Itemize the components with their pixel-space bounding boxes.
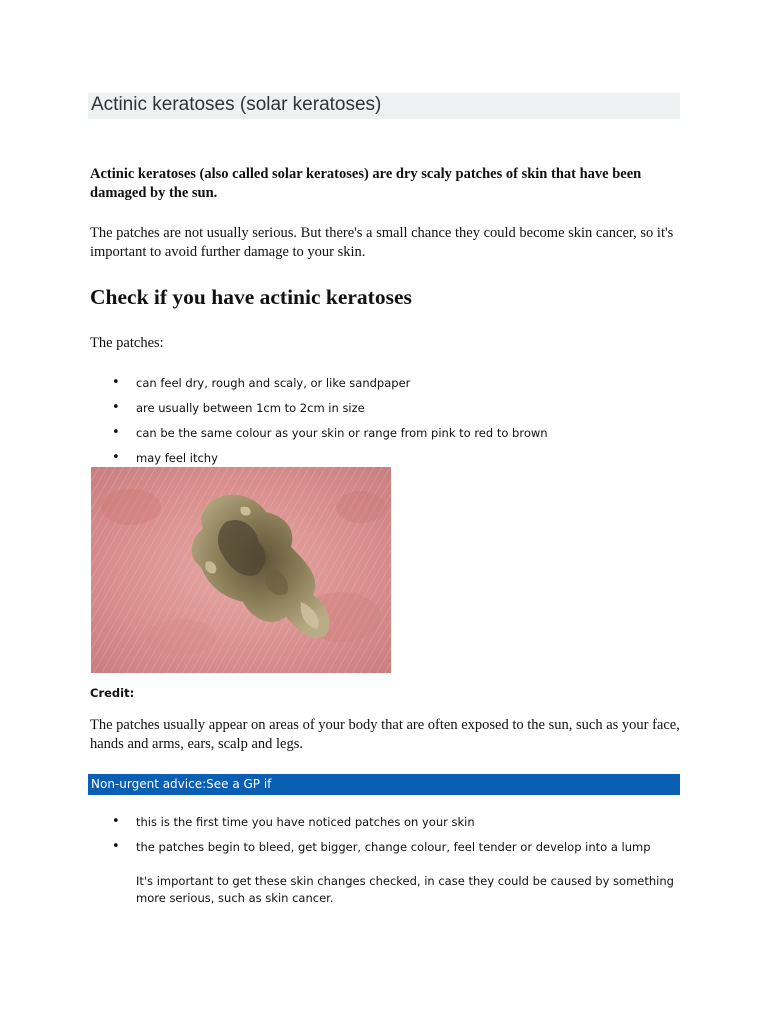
intro-text: Actinic keratoses (also called solar keratoses) are dry scaly patches of skin that have been damaged by the sun. [90,166,642,201]
list-item: • the patches begin to bleed, get bigger, change colour, feel tender or develop into a lump [90,839,651,864]
paragraph-seriousness: The patches are not usually serious. But there's a small chance they could become skin cancer, so it's important to avoid further damage to your skin. [90,225,674,260]
page-title-bar [88,93,680,119]
list-item: • are usually between 1cm to 2cm in size [90,400,548,425]
gp-reasons-list [90,814,651,864]
symptom-list [90,375,548,475]
paragraph-exposed-areas: The patches usually appear on areas of your body that are often exposed to the sun, such as your face, hands and arms, ears, scalp and legs. [90,717,680,752]
gp-note: It's important to get these skin changes checked, in case they could be caused by something more serious, such as skin cancer. [136,874,674,905]
list-item: • can feel dry, rough and scaly, or like sandpaper [90,375,548,400]
patches-intro: The patches: [90,335,164,351]
section-heading: Check if you have actinic keratoses [90,285,412,309]
list-item: • this is the first time you have noticed patches on your skin [90,814,651,839]
image-credit: Credit: [90,686,135,700]
page-title: Actinic keratoses (solar keratoses) [91,94,382,115]
advice-banner [88,774,680,795]
list-item: • can be the same colour as your skin or range from pink to red to brown [90,425,548,450]
list-item: • may feel itchy [90,450,548,475]
advice-banner-label: Non-urgent advice:See a GP if [91,777,272,791]
skin-lesion-photo [91,467,391,673]
